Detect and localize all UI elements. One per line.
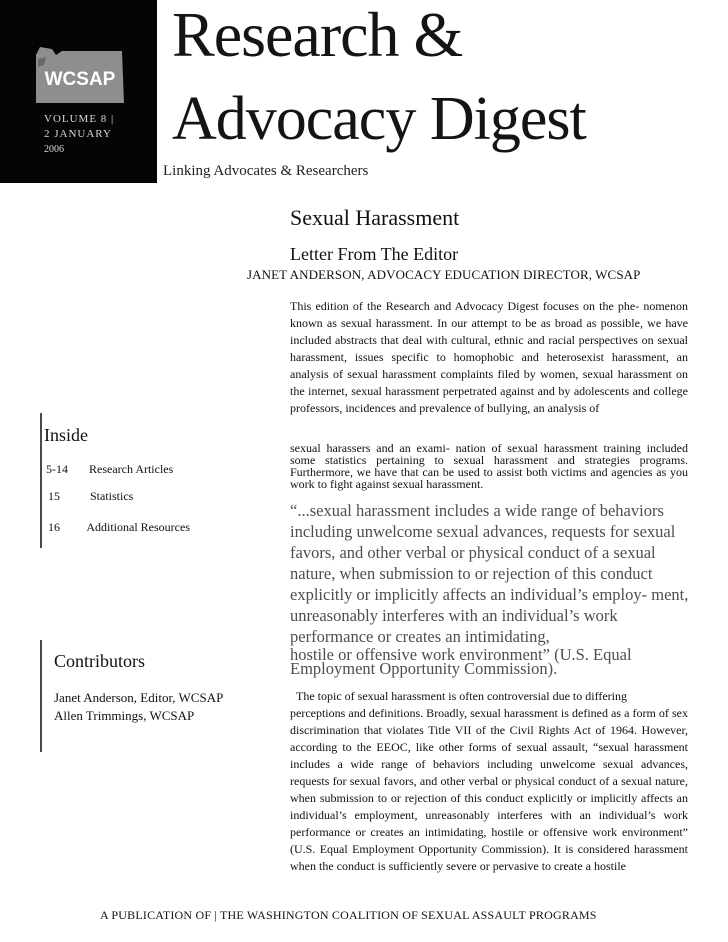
volume-info	[44, 112, 154, 157]
pull-quote: “...sexual harassment includes a wide range of behaviors including unwelcome sexual advances, requests for sexual favors, and other verbal or physical conduct of a sexual nature, when submission to or rejection of this conduct explicitly or implicitly affects an individual’s employ- ment, unreasonably interferes with an individual’s work performance or creates an intimidating,	[290, 501, 689, 646]
inside-item-label: Additional Resources	[86, 520, 190, 534]
tagline: Linking Advocates & Researchers	[163, 163, 369, 179]
masthead-title-line1: Research &	[172, 0, 463, 70]
logo-text: WCSAP	[44, 69, 116, 90]
volume-number: VOLUME 8 |	[44, 113, 115, 125]
contributors-divider	[40, 640, 42, 752]
inside-heading: Inside	[44, 425, 88, 445]
inside-item-pages: 16	[48, 520, 60, 534]
inside-item-pages: 5-14	[46, 462, 68, 476]
contributor-name: Janet Anderson, Editor, WCSAP	[54, 690, 224, 705]
masthead-title-line2: Advocacy Digest	[172, 85, 586, 153]
body-paragraph	[290, 688, 688, 875]
contributors-heading: Contributors	[54, 651, 146, 671]
inside-divider	[40, 413, 42, 548]
volume-month: 2 JANUARY	[44, 128, 112, 140]
contributor-name: Allen Trimmings, WCSAP	[54, 708, 195, 723]
editor-byline: JANET ANDERSON, ADVOCACY EDUCATION DIRECTOR, WCSAP	[247, 267, 641, 282]
intro-overlap-text: sexual harassers and an exami- nation of sexual harassment training included some statistics pertaining to sexual harassment and strategies programs. Furthermore, we have that can be used to assist both victims and agencies as you work to fight against sexual harassment.	[290, 441, 688, 491]
intro-paragraph: This edition of the Research and Advocacy Digest focuses on the phe- nomenon known as sexual harassment. In our attempt to be as broad as possible, we have included abstracts that deal with cultural, ethnic and racial perspectives on sexual harassment, issues specific to homophobic and heterosexist harassment, an analysis of sexual harassment complaints filed by women, sexual harassment on the internet, sexual harassment perpetrated against and by adolescents and college professors, incidences and prevalence of bullying, an analysis of	[290, 299, 688, 415]
inside-item[interactable]	[48, 489, 133, 504]
inside-item-label: Research Articles	[89, 462, 174, 476]
issue-title: Sexual Harassment	[290, 205, 460, 230]
pull-quote-overlap: hostile or offensive work environment” (U.S. Equal Employment Opportunity Commission).	[290, 645, 632, 678]
inside-item[interactable]	[48, 520, 190, 535]
inside-item-label: Statistics	[90, 489, 134, 503]
volume-year: 2006	[44, 144, 64, 155]
inside-item-pages: 15	[48, 489, 60, 503]
body-first-line: The topic of sexual harassment is often controversial due to differing	[296, 689, 628, 703]
letter-title: Letter From The Editor	[290, 244, 459, 264]
wcsap-logo	[32, 45, 128, 107]
inside-item[interactable]	[46, 462, 173, 477]
body-rest: perceptions and definitions. Broadly, sexual harassment is defined as a form of sex discrimination that violates Title VII of the Civil Rights Act of 1964. However, according to the EEOC, like other forms of sexual assault, “sexual harassment includes a wide range of behaviors including unwelcome sexual advances, requests for sexual favors, and other verbal or physical conduct of a sexual nature, when submission to or rejection of this conduct explicitly or implicitly affects an individual’s employment, unreasonably interferes with an individual’s work performance or creates an intimidating, hostile or offensive work environment” (U.S. Equal Employment Opportunity Commission). It is considered harassment when the conduct is sufficiently severe or pervasive to create a hostile	[290, 706, 688, 873]
footer-publisher: A PUBLICATION OF | THE WASHINGTON COALITION OF SEXUAL ASSAULT PROGRAMS	[100, 908, 597, 922]
